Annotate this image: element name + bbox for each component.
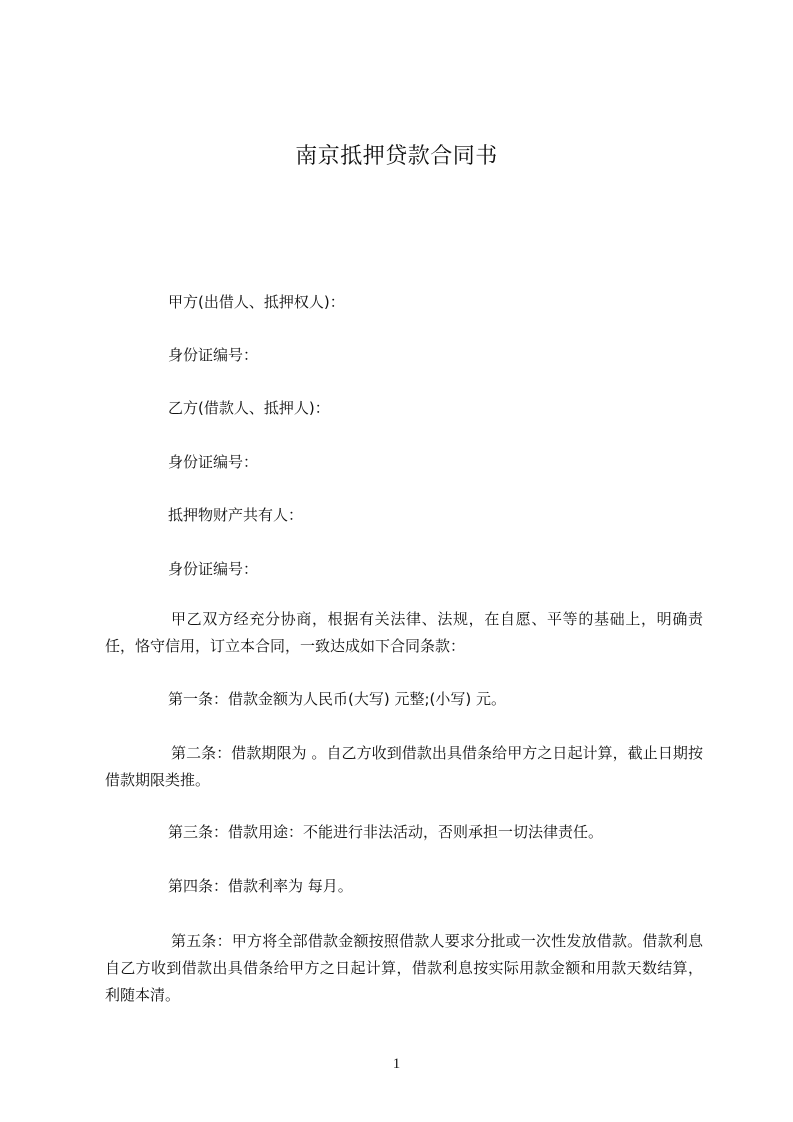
co-owner-field: 抵押物财产共有人： (168, 506, 304, 524)
document-title: 南京抵押贷款合同书 (295, 144, 498, 169)
article-1: 第一条：借款金额为人民币(大写) 元整;(小写) 元。 (168, 690, 507, 708)
article-2: 第二条：借款期限为 。自乙方收到借款出具借条给甲方之日起计算，截止日期按借款期限类推。 (105, 744, 703, 789)
party-b-id-field: 身份证编号： (168, 453, 259, 471)
party-a-field: 甲方(出借人、抵押权人)： (168, 293, 345, 311)
article-5: 第五条：甲方将全部借款金额按照借款人要求分批或一次性发放借款。借款利息自乙方收到借款出具借条给甲方之日起计算，借款利息按实际用款金额和用款天数结算，利随本清。 (105, 932, 703, 1004)
page-number: 1 (392, 1056, 401, 1072)
intro-paragraph: 甲乙双方经充分协商，根据有关法律、法规，在自愿、平等的基础上，明确责任，恪守信用，订立本合同，一致达成如下合同条款： (105, 610, 703, 655)
article-4: 第四条：借款利率为 每月。 (168, 877, 353, 895)
party-a-id-field: 身份证编号： (168, 346, 259, 364)
article-3: 第三条：借款用途：不能进行非法活动，否则承担一切法律责任。 (168, 823, 604, 841)
co-owner-id-field: 身份证编号： (168, 560, 259, 578)
party-b-field: 乙方(借款人、抵押人)： (168, 399, 330, 417)
